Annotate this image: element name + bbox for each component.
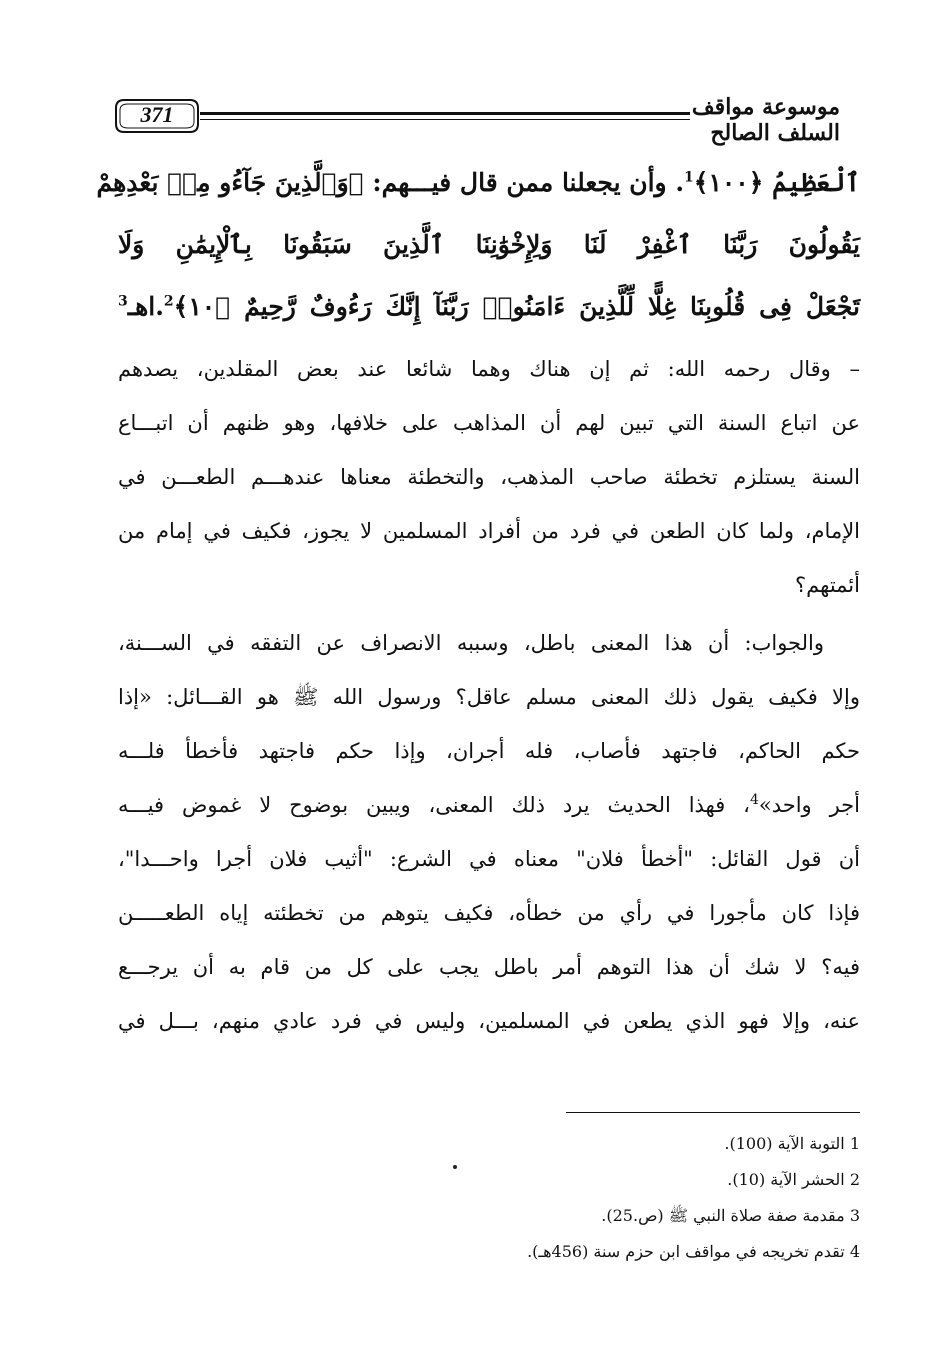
- footnote: [300, 1126, 860, 1162]
- quran-intro: وأن يجعلنا ممن قال فيـــهم: ﴿وَٱلَّذِينَ جَآءُو مِنۢ بَعْدِهِمْ: [96, 168, 667, 197]
- footnote-text: الحشر الآية (10).: [727, 1170, 845, 1189]
- paragraph: [118, 342, 860, 612]
- footnote-number: 3: [849, 1206, 860, 1225]
- text-line: والجواب: أن هذا المعنى باطل، وسببه الانصراف عن التفقه في الســـنة،: [118, 631, 824, 655]
- quran-line: يَقُولُونَ رَبَّنَا ٱغْفِرْ لَنَا وَلِإِخْوَٰنِنَا ٱلَّذِينَ سَبَقُونَا بِٱلْإِيمَٰنِ وَلَا: [118, 230, 860, 259]
- footnote-number: 2: [849, 1170, 860, 1189]
- text-line: عنه، وإلا فهو الذي يطعن في المسلمين، وليس في فرد عادي منهم، بـــل في: [118, 1009, 860, 1033]
- footnote-ref: 4: [749, 792, 759, 808]
- footnote-number: 1: [849, 1134, 860, 1153]
- series-title: موسوعة مواقف السلف الصالح: [691, 94, 840, 146]
- text-line: – وقال رحمه الله: ثم إن هناك وهما شائعا عند بعض المقلدين، يصدهم: [118, 357, 860, 381]
- footnote: [300, 1234, 860, 1270]
- text-line: وإلا فكيف يقول ذلك المعنى مسلم عاقل؟ ورسول الله ﷺ هو القـــائل: «إذا: [118, 685, 860, 709]
- quran-line: [118, 276, 860, 338]
- text-line: الإمام، ولما كان الطعن في فرد من أفراد المسلمين لا يجوز، فكيف في إمام من: [118, 519, 860, 543]
- text-continuation: ، فهذا الحديث يرد ذلك المعنى، ويبين بوضوح لا غموض فيـــه: [118, 793, 750, 817]
- footnote: [300, 1198, 860, 1234]
- paragraph: [118, 616, 860, 1048]
- page-number: 371: [140, 102, 174, 127]
- quran-verse: تَجْعَلْ فِى قُلُوبِنَا غِلًّا لِّلَّذِينَ ءَامَنُوا۟ رَبَّنَآ إِنَّكَ رَءُوفٌ رَّحِيمٌ ﴿١٠﴾: [173, 292, 860, 321]
- text-line: أن قول القائل: "أخطأ فلان" معناه في الشرع: "أثيب فلان أجرا واحـــدا"،: [118, 847, 860, 871]
- text-line: [118, 778, 860, 832]
- text-line: حكم الحاكم، فاجتهد فأصاب، فله أجران، وإذا حكم فاجتهد فأخطأ فلـــه: [118, 739, 860, 763]
- header-rule: [200, 112, 690, 115]
- page-header: [100, 84, 840, 154]
- footnote: [300, 1162, 860, 1198]
- quote-end: .اهـ: [127, 292, 164, 321]
- text-line: السنة يستلزم تخطئة صاحب المذهب، والتخطئة معناها عندهـــم الطعـــن في: [118, 465, 860, 489]
- footnote-text: تقدم تخريجه في مواقف ابن حزم سنة (456هـ).: [527, 1242, 845, 1261]
- quran-line: ٱلْعَظِيمُ ﴿١٠٠﴾$^1$. وأن يجعلنا ممن قال فيـــهم: ﴿وَٱلَّذِينَ جَآءُو مِنۢ بَعْدِهِمْ: [96, 168, 860, 197]
- text-line: عن اتباع السنة التي تبين لهم أن المذاهب على خلافها، وهو ظنهم أن اتبـــاع: [118, 411, 860, 435]
- header-rule-thin: [200, 119, 690, 120]
- text-line: فيه؟ لا شك أن هذا التوهم أمر باطل يجب على كل من قام به أن يرجـــع: [118, 955, 860, 979]
- quran-verse-end: ٱلْعَظِيمُ ﴿١٠٠﴾: [693, 168, 860, 197]
- footnote-number: 4: [849, 1242, 860, 1261]
- footnote-ref: 1: [684, 169, 694, 186]
- text-line: فإذا كان مأجورا في رأي من خطأه، فكيف يتوهم من تخطئته إياه الطعـــــن: [118, 901, 860, 925]
- page-number-badge: [114, 96, 200, 136]
- footnote-separator: [566, 1112, 860, 1113]
- footnote-ref: 3: [118, 293, 128, 310]
- text-line: أئمتهم؟: [795, 573, 860, 597]
- footnote-text: مقدمة صفة صلاة النبي ﷺ (ص.25).: [601, 1206, 845, 1225]
- footnote-text: التوبة الآية (100).: [724, 1134, 845, 1153]
- hadith-end: أجر واحد»: [758, 793, 861, 817]
- body-text: [96, 152, 861, 1048]
- footnotes: [300, 1126, 860, 1270]
- footnote-ref: 2: [163, 293, 174, 310]
